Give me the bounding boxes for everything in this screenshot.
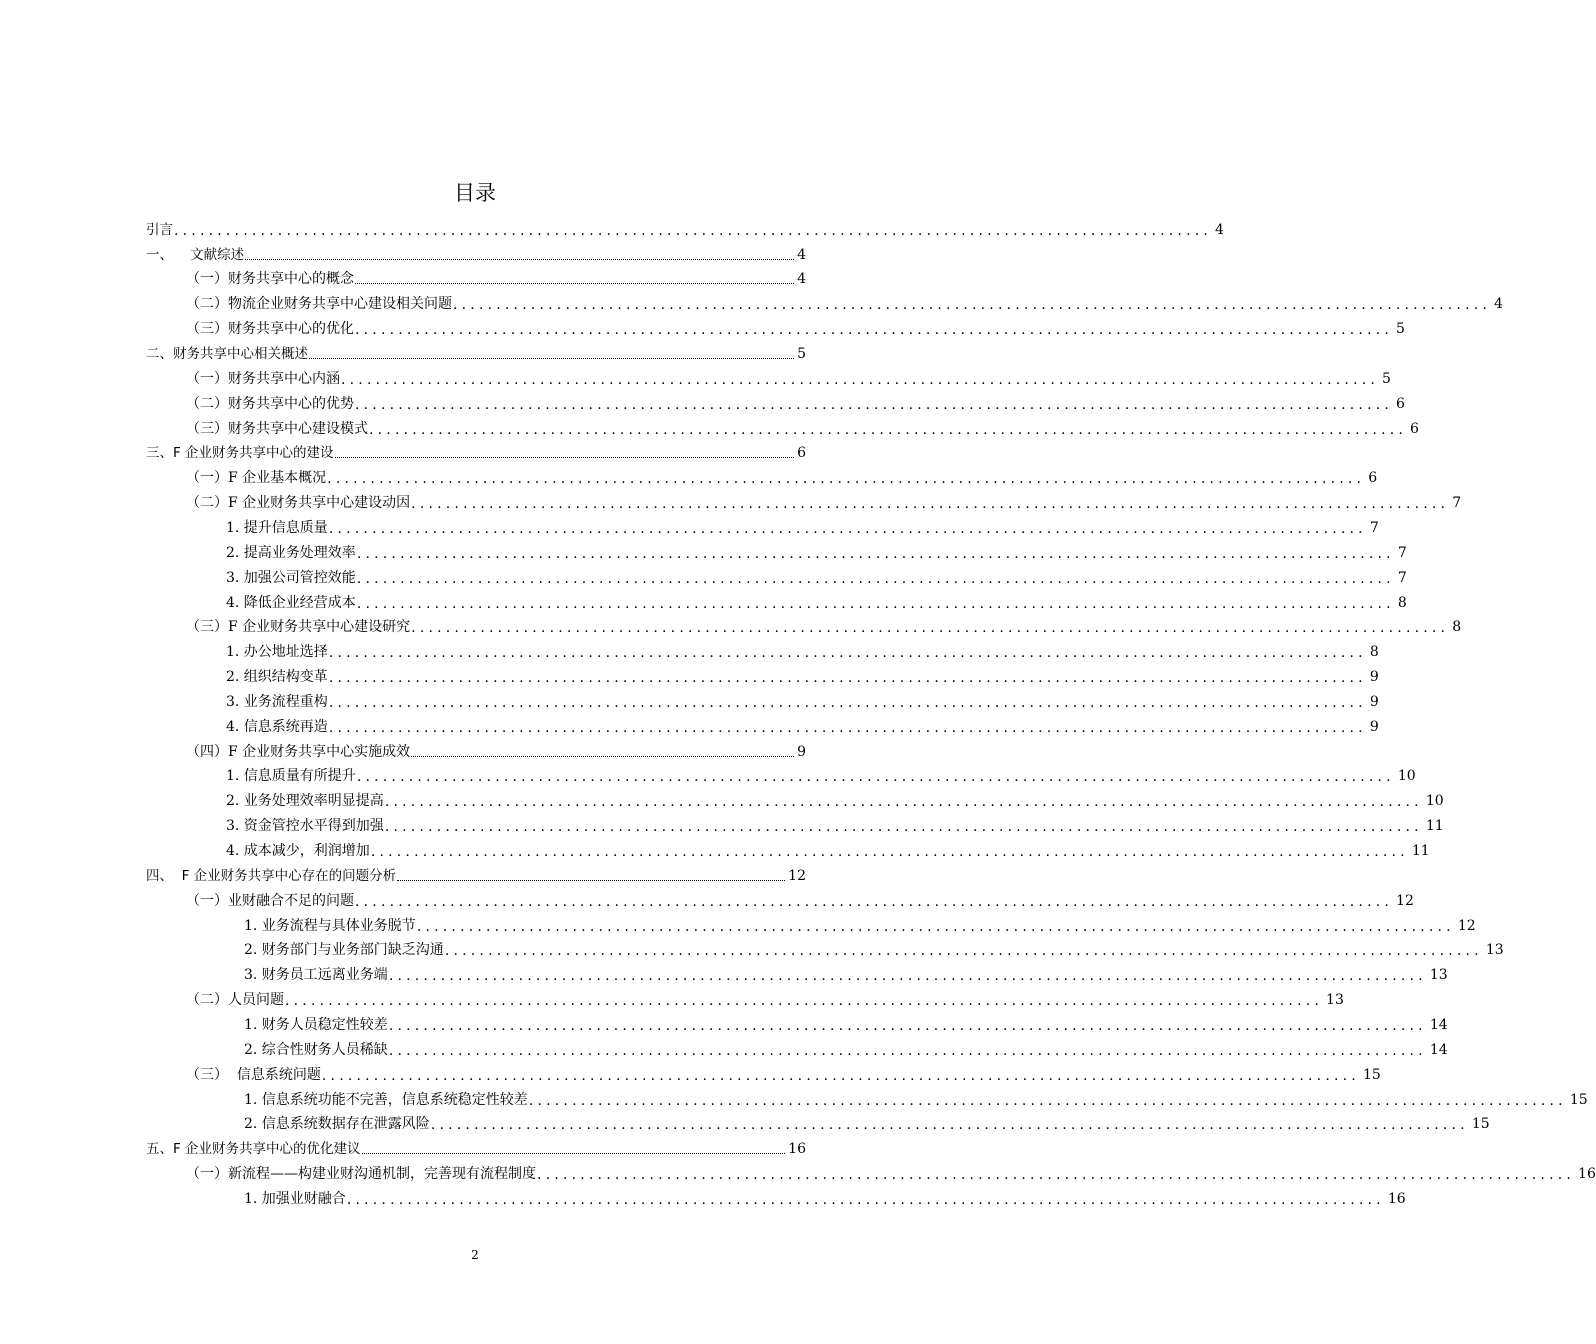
toc-leader-dots — [309, 358, 794, 359]
toc-page-number: 6 — [1368, 470, 1378, 487]
toc-leader-dots: ........................................................................................................................ — [285, 993, 1324, 1010]
toc-entry[interactable] — [226, 638, 1379, 663]
toc-leader-dots: ........................................................................................................................ — [341, 371, 1380, 388]
toc-leader-dots: ........................................................................................................................ — [411, 496, 1450, 513]
toc-page-number: 13 — [1429, 967, 1448, 984]
toc-leader-dots — [335, 457, 795, 458]
toc-entry[interactable] — [226, 837, 1430, 862]
toc-leader-dots: ........................................................................................................................ — [388, 968, 1427, 985]
toc-entry[interactable] — [244, 1185, 1406, 1210]
toc-leader-dots: ........................................................................................................................ — [328, 694, 1367, 711]
toc-leader-dots: ........................................................................................................................ — [328, 719, 1367, 736]
toc-page-number: 6 — [1410, 420, 1419, 437]
toc-page-number: 15 — [1362, 1066, 1381, 1083]
toc-leader-dots — [245, 259, 794, 260]
toc-entry-title: 2. 财务部门与业务部门缺乏沟通 — [244, 942, 444, 959]
toc-leader-dots: ........................................................................................................................ — [416, 918, 1455, 935]
toc-entry-title: （二）物流企业财务共享中心建设相关问题 — [186, 296, 452, 313]
toc-page-number: 13 — [1326, 992, 1344, 1009]
toc-leader-dots: ........................................................................................................................ — [321, 1067, 1360, 1084]
toc-leader-dots: ........................................................................................................................ — [356, 595, 1395, 612]
toc-page-number: 9 — [1369, 669, 1379, 686]
toc-page-number: 16 — [788, 1141, 806, 1158]
toc-entry[interactable] — [146, 862, 806, 887]
toc-entry-title: （一）财务共享中心内涵 — [186, 370, 340, 387]
toc-page-number: 14 — [1429, 1016, 1448, 1033]
toc-entry[interactable] — [244, 1011, 1448, 1036]
toc-leader-dots: ........................................................................................................................ — [174, 222, 1213, 239]
toc-entry-title: （一）业财融合不足的问题 — [186, 892, 354, 909]
toc-entry-title: 引言 — [146, 221, 173, 238]
toc-page-number: 5 — [1382, 370, 1391, 387]
toc-entry-title: 1. 办公地址选择 — [226, 644, 328, 661]
toc-entry[interactable] — [186, 390, 1405, 415]
toc-leader-dots: ........................................................................................................................ — [528, 1092, 1567, 1109]
toc-page-number: 11 — [1425, 818, 1444, 835]
toc-leader-dots: ........................................................................................................................ — [356, 570, 1395, 587]
toc-entry[interactable] — [146, 440, 806, 465]
toc-leader-dots: ........................................................................................................................ — [430, 1117, 1469, 1134]
toc-leader-dots: ........................................................................................................................ — [369, 421, 1408, 438]
toc-leader-dots — [397, 880, 785, 881]
toc-entry-title: （一）F 企业基本概况 — [186, 470, 327, 487]
toc-entry[interactable] — [186, 614, 1462, 639]
toc-entry-title: （二）F 企业财务共享中心建设动因 — [186, 495, 411, 512]
toc-entry-title: 1. 业务流程与具体业务脱节 — [244, 917, 416, 934]
footer-page-number: 2 — [471, 1248, 479, 1262]
toc-leader-dots: ........................................................................................................................ — [328, 645, 1367, 662]
toc-page-number: 4 — [1215, 221, 1224, 238]
toc-entry-title: 五、F 企业财务共享中心的优化建议 — [146, 1141, 361, 1158]
toc-leader-dots: ........................................................................................................................ — [370, 844, 1409, 861]
toc-page-number: 15 — [1471, 1116, 1490, 1133]
toc-entry[interactable] — [244, 937, 1504, 962]
toc-page-number: 5 — [1396, 321, 1405, 338]
toc-page-number: 9 — [797, 743, 806, 760]
toc-entry-title: （三）财务共享中心的优化 — [186, 321, 354, 338]
toc-leader-dots: ........................................................................................................................ — [328, 520, 1367, 537]
toc-entry[interactable] — [186, 738, 806, 763]
toc-entry[interactable] — [186, 365, 1391, 390]
toc-entry-title: 3. 加强公司管控效能 — [226, 569, 356, 586]
toc-entry[interactable] — [244, 1111, 1490, 1136]
toc-entry[interactable] — [186, 315, 1405, 340]
toc-entry[interactable] — [226, 788, 1444, 813]
toc-entry-title: 三、F 企业财务共享中心的建设 — [146, 445, 334, 462]
toc-entry-title: （三） 信息系统问题 — [186, 1066, 321, 1083]
toc-entry-title: 3. 业务流程重构 — [226, 693, 328, 710]
toc-page-number: 12 — [1396, 892, 1414, 909]
toc-entry[interactable] — [226, 688, 1379, 713]
toc-leader-dots: ........................................................................................................................ — [384, 794, 1423, 811]
toc-page-number: 14 — [1429, 1041, 1448, 1058]
toc-page-number: 8 — [1452, 619, 1462, 636]
toc-entry-title: 2. 综合性财务人员稀缺 — [244, 1041, 388, 1058]
toc-entry[interactable] — [186, 986, 1344, 1011]
toc-entry[interactable] — [186, 489, 1462, 514]
toc-entry-title: 1. 信息系统功能不完善，信息系统稳定性较差 — [244, 1091, 528, 1108]
toc-entry-title: 1. 提升信息质量 — [226, 519, 328, 536]
toc-page-number: 7 — [1452, 495, 1462, 512]
toc-entry[interactable] — [226, 589, 1407, 614]
toc-entry-title: 二、财务共享中心相关概述 — [146, 346, 308, 363]
toc-entry-title: 1. 信息质量有所提升 — [226, 768, 356, 785]
toc-page-number: 16 — [1387, 1190, 1406, 1207]
toc-leader-dots: ........................................................................................................................ — [355, 893, 1394, 910]
toc-entry[interactable] — [186, 415, 1419, 440]
toc-page-number: 7 — [1397, 569, 1407, 586]
toc-page-number: 16 — [1578, 1166, 1596, 1183]
toc-leader-dots: ........................................................................................................................ — [537, 1167, 1576, 1184]
toc-entry[interactable] — [146, 340, 806, 365]
toc-entry-title: 4. 成本减少，利润增加 — [226, 843, 370, 860]
toc-entry[interactable] — [186, 266, 806, 291]
toc-entry[interactable] — [226, 812, 1444, 837]
toc-page-number: 9 — [1369, 693, 1379, 710]
toc-leader-dots: ........................................................................................................................ — [328, 670, 1367, 687]
toc-entry[interactable] — [226, 564, 1407, 589]
toc-page-number: 8 — [1369, 644, 1379, 661]
toc-entry[interactable] — [226, 713, 1379, 738]
toc-entry-title: （二）人员问题 — [186, 992, 284, 1009]
toc-entry[interactable] — [226, 763, 1416, 788]
toc-entry[interactable] — [244, 912, 1476, 937]
toc-leader-dots: ........................................................................................................................ — [388, 1042, 1427, 1059]
toc-page-number: 12 — [788, 867, 806, 884]
toc-entry-title: 2. 信息系统数据存在泄露风险 — [244, 1116, 430, 1133]
toc-entry-title: 4. 降低企业经营成本 — [226, 594, 356, 611]
toc-leader-dots: ........................................................................................................................ — [384, 819, 1423, 836]
toc-entry-title: 2. 组织结构变革 — [226, 669, 328, 686]
toc-leader-dots: ........................................................................................................................ — [327, 471, 1366, 488]
toc-entry[interactable] — [146, 216, 1224, 241]
toc-entry[interactable] — [244, 962, 1448, 987]
toc-page-number: 9 — [1369, 718, 1379, 735]
toc-leader-dots — [355, 283, 794, 284]
toc-page-number: 10 — [1425, 793, 1444, 810]
toc-entry-title: 2. 提高业务处理效率 — [226, 544, 356, 561]
toc-entry-title: 2. 业务处理效率明显提高 — [226, 793, 384, 810]
toc-page-number: 6 — [1396, 395, 1405, 412]
toc-entry[interactable] — [186, 1061, 1381, 1086]
toc-entry[interactable] — [226, 514, 1379, 539]
toc-entry-title: 3. 资金管控水平得到加强 — [226, 818, 384, 835]
toc-entry-title: （四）F 企业财务共享中心实施成效 — [186, 743, 411, 760]
toc-page-number: 4 — [797, 271, 806, 288]
toc-entry-title: 4. 信息系统再造 — [226, 718, 328, 735]
toc-leader-dots: ........................................................................................................................ — [388, 1017, 1427, 1034]
toc-leader-dots: ........................................................................................................................ — [356, 769, 1395, 786]
toc-leader-dots: ........................................................................................................................ — [355, 322, 1394, 339]
toc-entry-title: 一、 文献综述 — [146, 246, 245, 263]
toc-page-number: 5 — [797, 346, 806, 363]
toc-page-number: 13 — [1485, 942, 1504, 959]
toc-leader-dots — [362, 1153, 786, 1154]
toc-leader-dots: ........................................................................................................................ — [356, 545, 1395, 562]
toc-entry-title: 四、 F 企业财务共享中心存在的问题分析 — [146, 867, 397, 884]
toc-entry[interactable] — [244, 1036, 1448, 1061]
toc-entry-title: （一）新流程——构建业财沟通机制，完善现有流程制度 — [186, 1166, 536, 1183]
toc-entry[interactable] — [226, 539, 1407, 564]
toc-page-number: 4 — [797, 246, 806, 263]
toc-entry[interactable] — [244, 1086, 1588, 1111]
toc-entry-title: （三）F 企业财务共享中心建设研究 — [186, 619, 411, 636]
toc-entry-title: 3. 财务员工远离业务端 — [244, 967, 388, 984]
toc-entry-title: （三）财务共享中心建设模式 — [186, 420, 368, 437]
toc-entry[interactable] — [186, 1160, 1596, 1185]
toc-entry-title: （一）财务共享中心的概念 — [186, 271, 354, 288]
toc-page-number: 8 — [1397, 594, 1407, 611]
toc-leader-dots: ........................................................................................................................ — [453, 297, 1492, 314]
toc-entry[interactable] — [186, 291, 1503, 316]
toc-page-number: 4 — [1494, 296, 1503, 313]
toc-entry-title: 1. 财务人员稳定性较差 — [244, 1016, 388, 1033]
toc-page-number: 11 — [1411, 843, 1430, 860]
toc-entry[interactable] — [186, 887, 1414, 912]
toc-entry[interactable] — [186, 465, 1378, 490]
toc-page-number: 15 — [1569, 1091, 1588, 1108]
page-title: 目录 — [454, 181, 496, 205]
toc-page-number: 10 — [1397, 768, 1416, 785]
toc-entry[interactable] — [146, 241, 806, 266]
toc-entry[interactable] — [226, 663, 1379, 688]
toc-page-number: 12 — [1457, 917, 1476, 934]
toc-entry-title: （二）财务共享中心的优势 — [186, 395, 354, 412]
toc-leader-dots — [411, 756, 794, 757]
toc-leader-dots: ........................................................................................................................ — [444, 943, 1483, 960]
toc-page-number: 6 — [797, 445, 806, 462]
toc-leader-dots: ........................................................................................................................ — [355, 396, 1394, 413]
toc-entry-title: 1. 加强业财融合 — [244, 1190, 346, 1207]
toc-entry[interactable] — [146, 1135, 806, 1160]
toc-page-number: 7 — [1397, 544, 1407, 561]
toc-page-number: 7 — [1369, 519, 1379, 536]
toc-leader-dots: ........................................................................................................................ — [411, 620, 1450, 637]
toc-leader-dots: ........................................................................................................................ — [346, 1191, 1385, 1208]
